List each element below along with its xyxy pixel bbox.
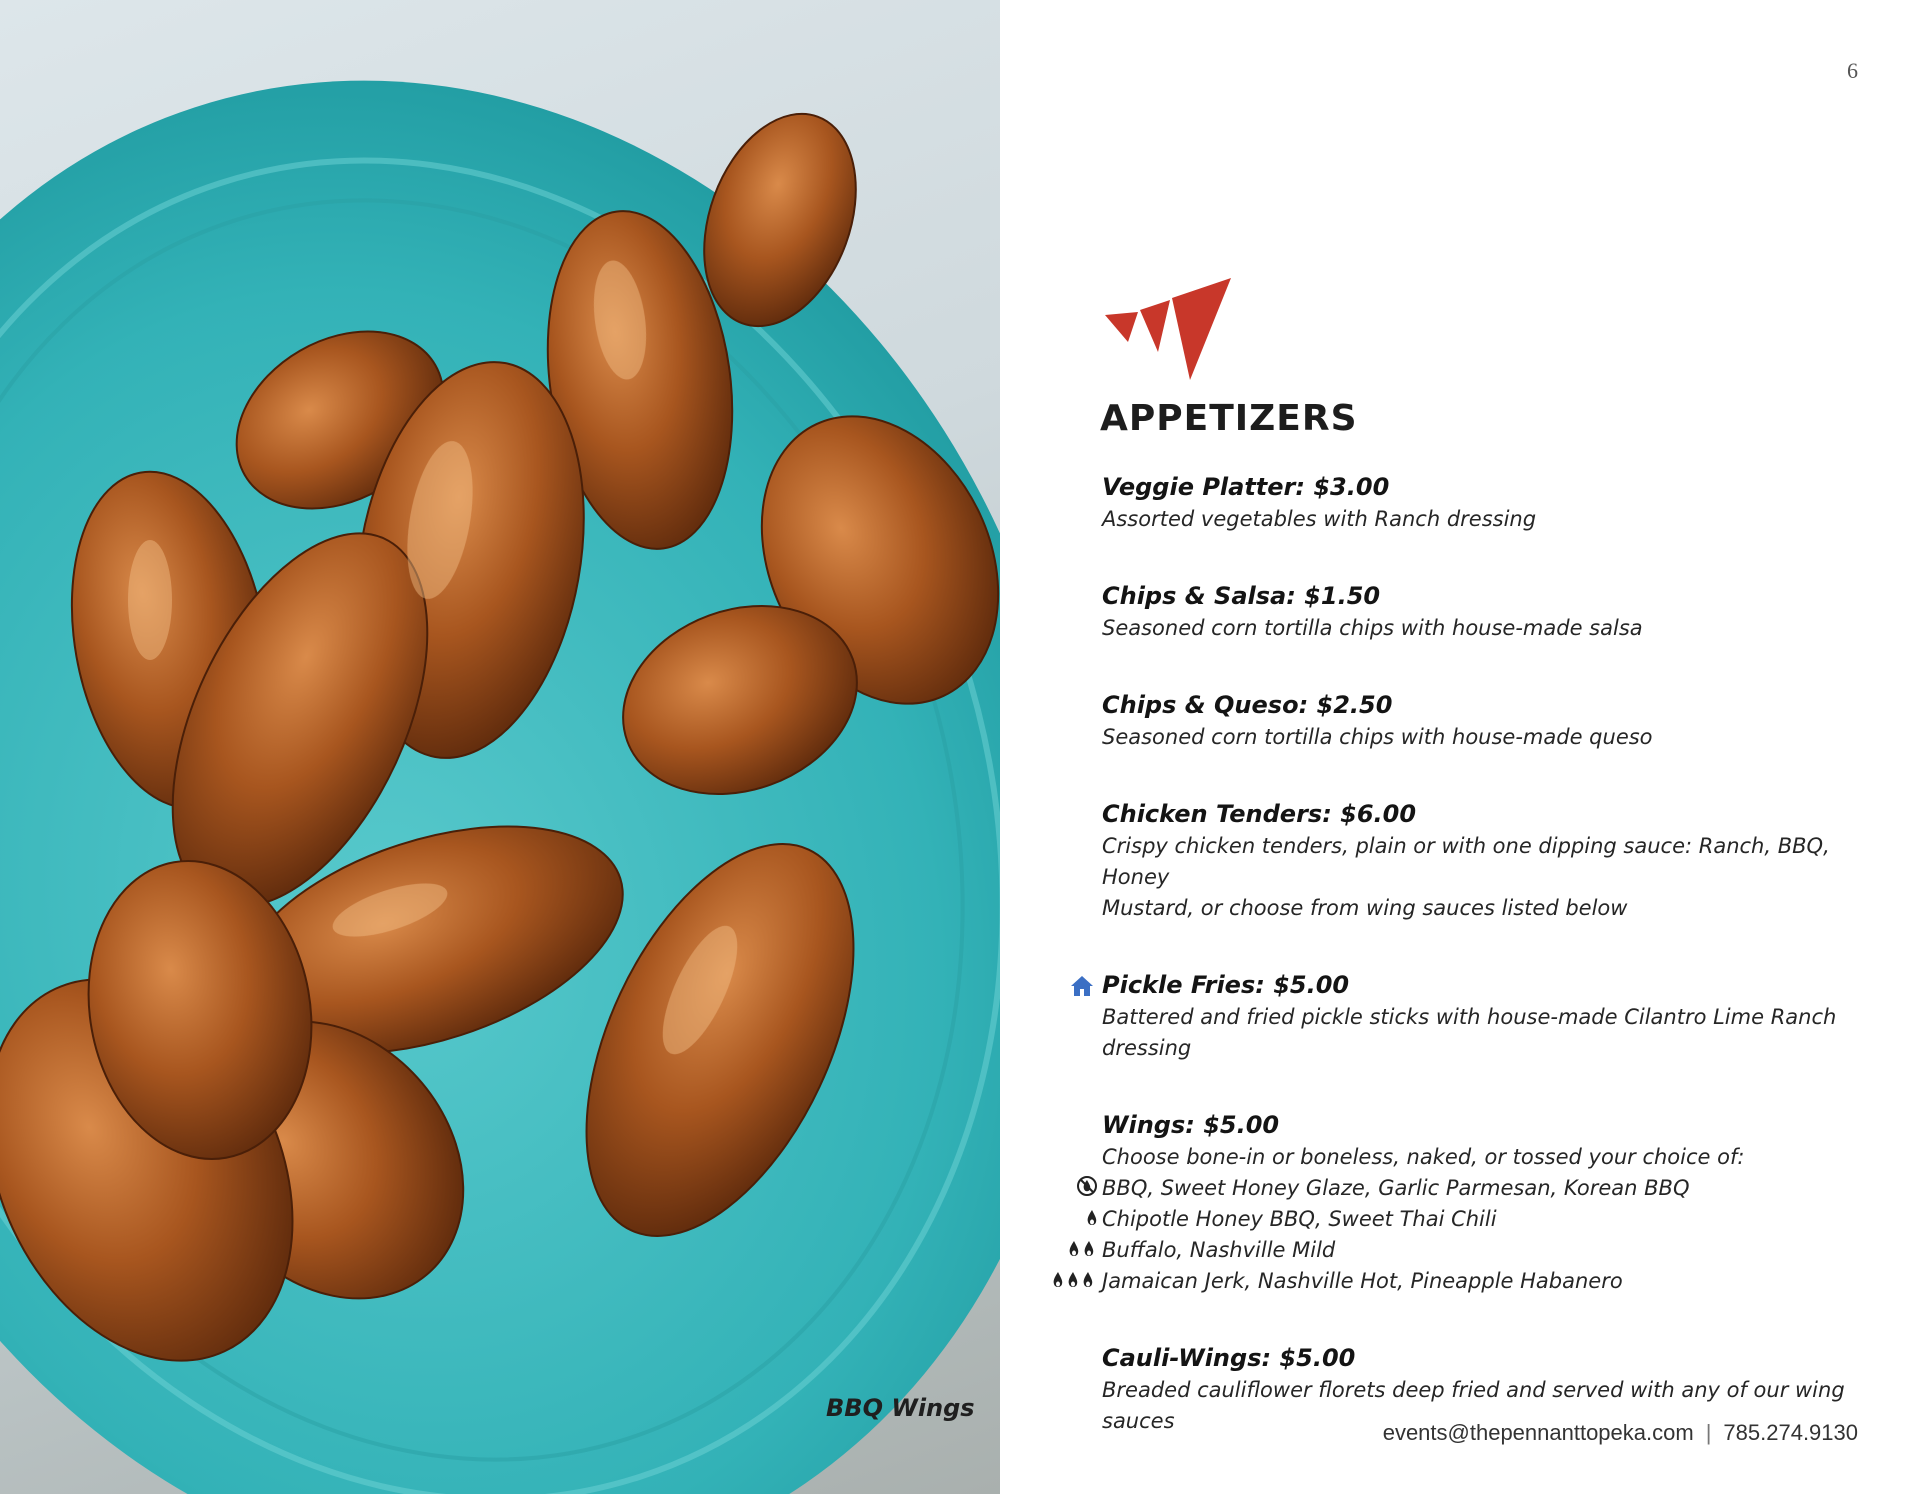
sauce-list: Jamaican Jerk, Nashville Hot, Pineapple Habanero <box>1102 1269 1623 1293</box>
contact-email[interactable]: events@thepennanttopeka.com <box>1382 1420 1694 1445</box>
sauce-line <box>1102 1235 1862 1266</box>
item-description: Seasoned corn tortilla chips with house-made salsa <box>1102 616 1643 640</box>
menu-item <box>1102 968 1862 1064</box>
menu-item-wings <box>1102 1108 1862 1297</box>
item-name: Wings: $5.00 <box>1102 1111 1280 1139</box>
house-icon <box>1070 974 1094 998</box>
item-name: Pickle Fries: $5.00 <box>1102 971 1350 999</box>
sauce-line <box>1102 1173 1862 1204</box>
menu-item <box>1102 579 1862 644</box>
three-flames-icon <box>1052 1266 1098 1297</box>
item-name: Chicken Tenders: $6.00 <box>1102 800 1417 828</box>
item-description: Assorted vegetables with Ranch dressing <box>1102 507 1537 531</box>
item-name: Chips & Queso: $2.50 <box>1102 691 1393 719</box>
item-description: Choose bone-in or boneless, naked, or tossed your choice of: <box>1102 1145 1745 1169</box>
item-name: Chips & Salsa: $1.50 <box>1102 582 1381 610</box>
item-description-line: Crispy chicken tenders, plain or with one dipping sauce: Ranch, BBQ, Honey <box>1102 834 1830 889</box>
page-number: 6 <box>1847 58 1858 83</box>
item-name: Cauli-Wings: $5.00 <box>1102 1344 1356 1372</box>
item-description: Seasoned corn tortilla chips with house-made queso <box>1102 725 1653 749</box>
item-description-line: Mustard, or choose from wing sauces listed below <box>1102 896 1628 920</box>
flame-icon <box>1086 1204 1098 1235</box>
sauce-list: BBQ, Sweet Honey Glaze, Garlic Parmesan, Korean BBQ <box>1102 1176 1690 1200</box>
item-description-line: dressing <box>1102 1036 1192 1060</box>
pennant-logo <box>1100 270 1240 380</box>
sauce-list: Buffalo, Nashville Mild <box>1102 1238 1336 1262</box>
item-description-line: Battered and fried pickle sticks with house-made Cilantro Lime Ranch <box>1102 1005 1837 1029</box>
sauce-line <box>1102 1204 1862 1235</box>
menu-item <box>1102 470 1862 535</box>
item-description: Breaded cauliflower florets deep fried and served with any of our wing sauces <box>1102 1378 1845 1433</box>
contact-footer <box>1383 1420 1858 1446</box>
contact-phone[interactable]: 785.274.9130 <box>1723 1420 1858 1445</box>
menu-item <box>1102 688 1862 753</box>
footer-separator: | <box>1705 1420 1712 1445</box>
menu-item <box>1102 797 1862 924</box>
section-title: APPETIZERS <box>1100 398 1358 439</box>
two-flames-icon <box>1068 1235 1098 1266</box>
no-spice-icon <box>1076 1173 1098 1204</box>
sauce-list: Chipotle Honey BBQ, Sweet Thai Chili <box>1102 1207 1497 1231</box>
sauce-line <box>1102 1266 1862 1297</box>
photo-caption: BBQ Wings <box>826 1394 975 1422</box>
appetizer-menu <box>1102 470 1862 1481</box>
item-name: Veggie Platter: $3.00 <box>1102 473 1390 501</box>
